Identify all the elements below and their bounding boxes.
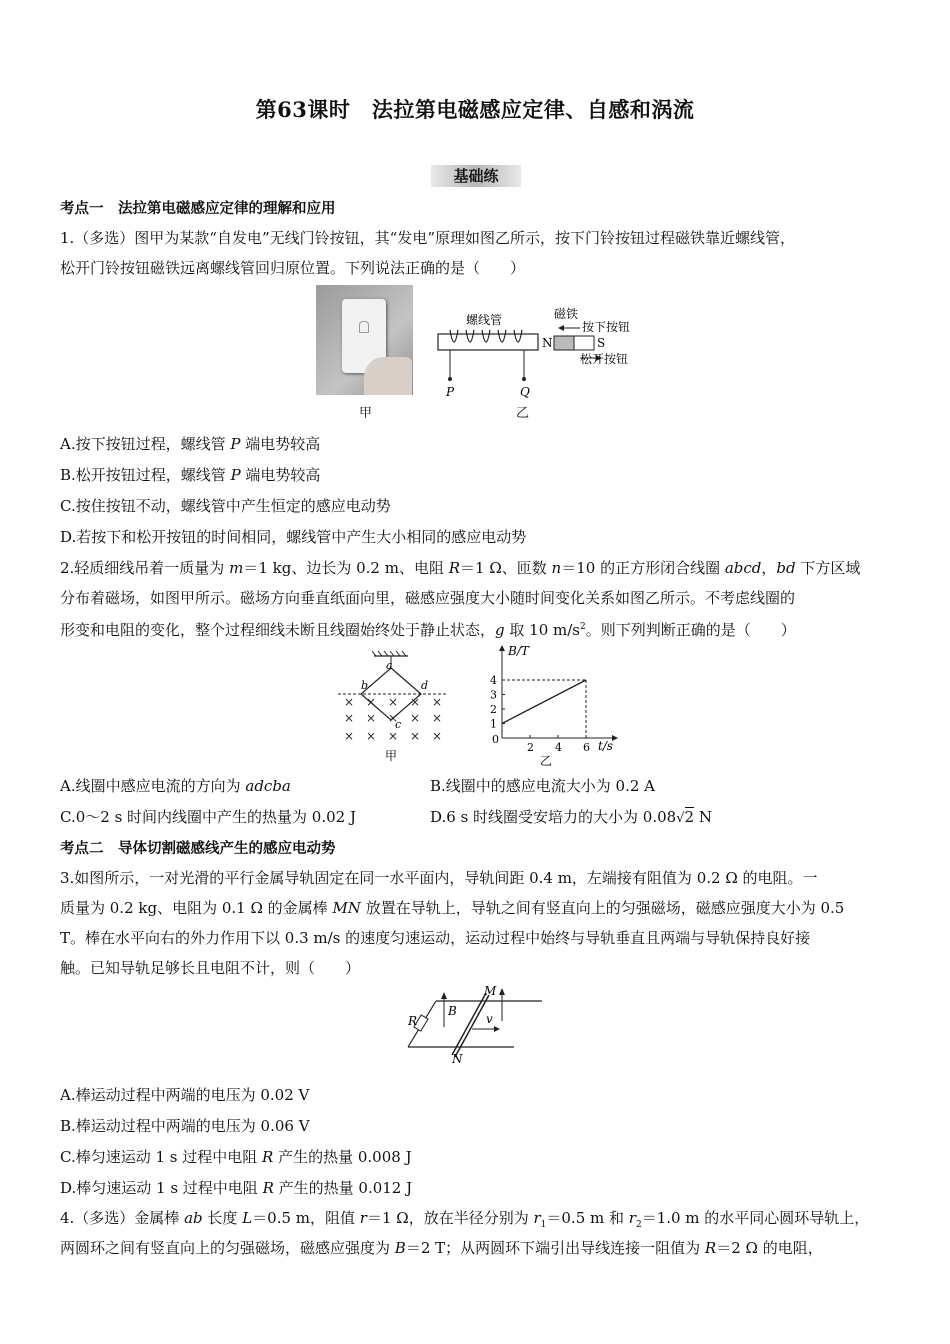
- section-heading-1: 考点一 法拉第电磁感应定律的理解和应用: [60, 201, 336, 217]
- hand-icon: [364, 357, 412, 395]
- q3-option-d: D.棒匀速运动 1 s 过程中电阻 R 产生的热量 0.012 J: [60, 1179, 413, 1197]
- q1-line1: 1.（多选）图甲为某款“自发电”无线门铃按钮，其“发电”原理如图乙所示，按下门铃按钮过程磁铁靠近螺线管，: [60, 229, 795, 247]
- solenoid-label: 螺线管: [466, 313, 503, 327]
- svg-text:×: ×: [432, 711, 443, 725]
- vertex-b-label: b: [361, 679, 369, 692]
- svg-text:×: ×: [410, 729, 421, 743]
- bell-icon: [359, 321, 369, 333]
- svg-text:×: ×: [344, 729, 355, 743]
- q4-line2: 两圆环之间有竖直向上的匀强磁场，磁感应强度为 B＝2 T；从两圆环下端引出导线连接一阻值为 R＝2 Ω 的电阻，: [60, 1239, 823, 1257]
- vertex-c-label: c: [395, 718, 402, 731]
- pole-s-label: S: [597, 336, 606, 350]
- svg-text:×: ×: [388, 711, 399, 725]
- svg-text:×: ×: [432, 729, 443, 743]
- x-tick-label: 6: [583, 741, 590, 754]
- resistor-label: R: [408, 1014, 418, 1028]
- svg-text:×: ×: [366, 711, 377, 725]
- svg-text:×: ×: [366, 695, 377, 709]
- svg-text:×: ×: [410, 711, 421, 725]
- q2-line1: 2.轻质细线吊着一质量为 m＝1 kg、边长为 0.2 m、电阻 R＝1 Ω、匝数 n＝10 的正方形闭合线圈 abcd，bd 下方区域: [60, 559, 861, 577]
- y-tick-label: 3: [490, 688, 497, 702]
- radical-sign: √: [676, 811, 685, 826]
- velocity-label: v: [486, 1012, 493, 1026]
- q1-line2: 松开门铃按钮磁铁远离螺线管回归原位置。下列说法正确的是（ ）: [60, 259, 526, 277]
- pole-n-label: N: [542, 336, 553, 350]
- q1-option-c: C.按住按钮不动，螺线管中产生恒定的感应电动势: [60, 497, 391, 515]
- q3-line3: T。棒在水平向右的外力作用下以 0.3 m/s 的速度匀速运动，运动过程中始终与导轨垂直且两端与导轨保持良好接: [60, 929, 811, 947]
- q1-option-a: A.按下按钮过程，螺线管 P 端电势较高: [60, 435, 321, 453]
- terminal-p-label: P: [446, 385, 455, 399]
- y-axis-label: B/T: [508, 644, 529, 658]
- release-label: 松开按钮: [580, 352, 629, 366]
- q2-figure-bt-chart: [480, 643, 620, 768]
- section-badge: 基础练: [431, 165, 521, 187]
- svg-text:×: ×: [388, 729, 399, 743]
- svg-text:×: ×: [432, 695, 443, 709]
- svg-text:×: ×: [388, 695, 399, 709]
- q3-option-b: B.棒运动过程中两端的电压为 0.06 V: [60, 1117, 310, 1135]
- vertex-d-label: d: [421, 679, 429, 692]
- magnetic-field-crosses: [344, 695, 442, 743]
- q2-figure-label-yi: 乙: [540, 754, 553, 768]
- svg-text:×: ×: [344, 711, 355, 725]
- q2-option-c: C.0～2 s 时间内线圈中产生的热量为 0.02 J: [60, 808, 356, 826]
- y-tick-label: 2: [490, 703, 497, 716]
- vertex-a-label: a: [386, 659, 393, 672]
- q2-line2: 分布着磁场，如图甲所示。磁场方向垂直纸面向里，磁感应强度大小随时间变化关系如图乙所示。不考虑线圈的: [60, 589, 796, 607]
- q2-option-d: D.6 s 时线圈受安培力的大小为 0.08√2 N: [430, 808, 712, 826]
- svg-text:×: ×: [344, 695, 355, 709]
- field-b-label: B: [448, 1004, 457, 1018]
- press-label: 按下按钮: [582, 320, 631, 334]
- q3-option-a: A.棒运动过程中两端的电压为 0.02 V: [60, 1086, 310, 1104]
- terminal-q-label: Q: [520, 385, 530, 399]
- q3-line1: 3.如图所示，一对光滑的平行金属导轨固定在同一水平面内，导轨间距 0.4 m，左端接有阻值为 0.2 Ω 的电阻。一: [60, 869, 818, 887]
- svg-text:×: ×: [366, 729, 377, 743]
- q3-line2: 质量为 0.2 kg、电阻为 0.1 Ω 的金属棒 MN 放置在导轨上，导轨之间有竖直向上的匀强磁场，磁感应强度大小为 0.5: [60, 899, 845, 917]
- q2-option-b: B.线圈中的感应电流大小为 0.2 A: [430, 777, 656, 795]
- q2-line3: 形变和电阻的变化，整个过程细线未断且线圈始终处于静止状态，g 取 10 $m/s^2$。则下列判断正确的是（ ）: [60, 621, 796, 639]
- svg-text:×: ×: [410, 695, 421, 709]
- q2-figure-coil: [330, 648, 460, 763]
- q2-option-a: A.线圈中感应电流的方向为 adcba: [60, 777, 291, 795]
- x-tick-label: 4: [555, 741, 562, 754]
- series-line-B: [502, 680, 586, 724]
- x-axis-label: t/s: [598, 739, 614, 753]
- q1-option-d: D.若按下和松开按钮的时间相同，螺线管中产生大小相同的感应电动势: [60, 528, 527, 546]
- q3-line4: 触。已知导轨足够长且电阻不计，则（ ）: [60, 959, 361, 977]
- section-heading-2: 考点二 导体切割磁感线产生的感应电动势: [60, 841, 336, 857]
- rod-end-m-label: M: [484, 985, 497, 998]
- q3-figure-rails: [400, 985, 550, 1065]
- q1-figure-solenoid: [430, 300, 650, 405]
- q1-option-b: B.松开按钮过程，螺线管 P 端电势较高: [60, 466, 321, 484]
- x-tick-label: 2: [527, 741, 534, 754]
- q1-figure-label-jia: 甲: [359, 406, 373, 421]
- q3-option-c: C.棒匀速运动 1 s 过程中电阻 R 产生的热量 0.008 J: [60, 1148, 412, 1166]
- q1-figure-label-yi: 乙: [516, 406, 530, 421]
- q2-figure-label-jia: 甲: [385, 749, 398, 763]
- magnet-label: 磁铁: [554, 307, 579, 321]
- rod-end-n-label: N: [452, 1052, 463, 1065]
- q1-figure-photo: [316, 285, 413, 395]
- q4-line1: 4.（多选）金属棒 ab 长度 L＝0.5 m，阻值 r＝1 Ω，放在半径分别为 $r_1=0.5$ m 和 $r_2=1.0$ m 的水平同心圆环导轨上，: [60, 1209, 870, 1230]
- page-title: 第63课时 法拉第电磁感应定律、自感和涡流: [255, 97, 695, 122]
- origin-label: 0: [492, 733, 499, 746]
- y-tick-label: 4: [490, 674, 497, 687]
- y-tick-label: 1: [490, 717, 497, 731]
